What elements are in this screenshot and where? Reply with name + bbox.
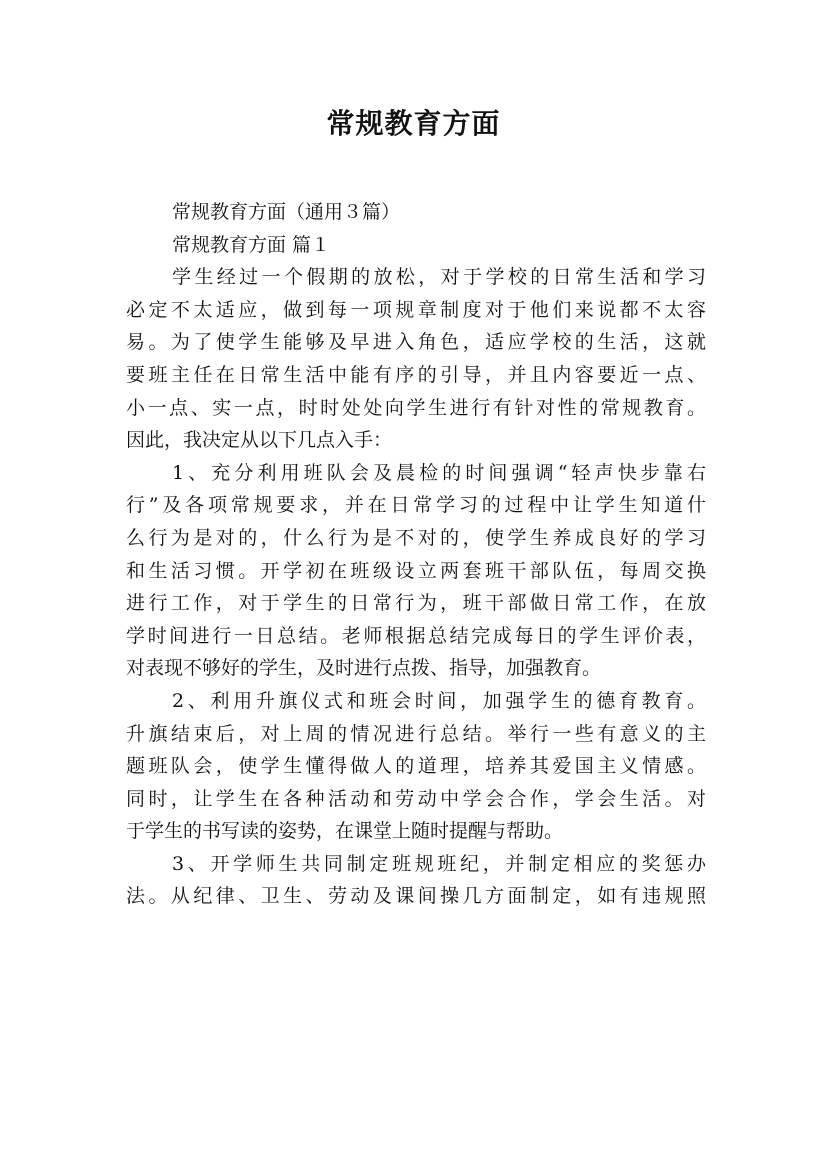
document-subtitle: 常规教育方面（通用３篇） (172, 201, 401, 223)
paragraph-3 (126, 685, 706, 848)
paragraph-line: 进行工作，对于学生的日常行为，班干部做日常工作，在放 (126, 592, 706, 615)
paragraph-line: 和生活习惯。开学初在班级设立两套班干部队伍，每周交换 (126, 559, 706, 582)
paragraph-line: 行”及各项常规要求，并在日常学习的过程中让学生知道什 (126, 494, 706, 517)
paragraph-4 (126, 848, 706, 913)
paragraph-line: 学生经过一个假期的放松，对于学校的日常生活和学习 (172, 266, 706, 289)
document-body (126, 196, 706, 913)
document-title: 常规教育方面 (326, 107, 501, 140)
paragraph-line: 必定不太适应，做到每一项规章制度对于他们来说都不太容 (126, 298, 706, 321)
paragraph-1 (126, 261, 706, 457)
paragraph-line: 于学生的书写读的姿势，在课堂上随时提醒与帮助。 (126, 820, 564, 843)
paragraph-2 (126, 457, 706, 685)
paragraph-line: 升旗结束后，对上周的情况进行总结。举行一些有意义的主 (126, 722, 706, 745)
paragraph-line: 小一点、实一点，时时处处向学生进行有针对性的常规教育。 (126, 396, 706, 419)
paragraph-line: 么行为是对的，什么行为是不对的，使学生养成良好的学习 (126, 526, 706, 549)
paragraph-line: 题班队会，使学生懂得做人的道理，培养其爱国主义情感。 (126, 755, 706, 778)
paragraph-line: 因此，我决定从以下几点入手： (126, 429, 393, 452)
paragraph-line: 同时，让学生在各种活动和劳动中学会合作，学会生活。对 (126, 787, 706, 810)
paragraph-line: 要班主任在日常生活中能有序的引导，并且内容要近一点、 (126, 363, 706, 386)
section-heading: 常规教育方面 篇１ (172, 233, 331, 256)
paragraph-line: 学时间进行一日总结。老师根据总结完成每日的学生评价表， (126, 624, 706, 647)
paragraph-line: 易。为了使学生能够及早进入角色，适应学校的生活，这就 (126, 331, 706, 354)
paragraph-line: 1、充分利用班队会及晨检的时间强调“轻声快步靠右 (172, 461, 706, 484)
paragraph-line: 2、利用升旗仪式和班会时间，加强学生的德育教育。 (172, 689, 706, 712)
paragraph-line: 对表现不够好的学生，及时进行点拨、指导，加强教育。 (126, 657, 602, 680)
paragraph-line: 3、开学师生共同制定班规班纪，并制定相应的奖惩办 (172, 852, 706, 875)
paragraph-line: 法。从纪律、卫生、劳动及课间操几方面制定，如有违规照 (126, 885, 706, 908)
